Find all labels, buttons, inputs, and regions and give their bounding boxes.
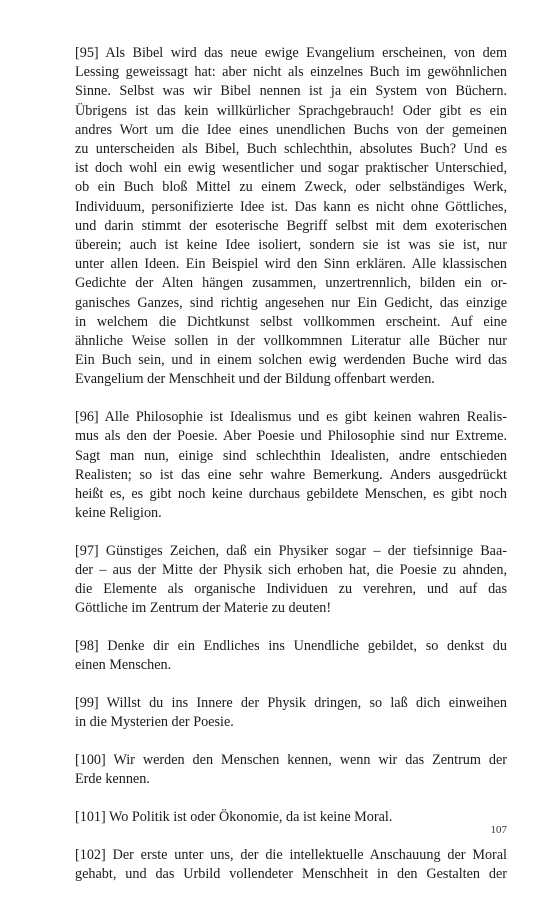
text-line: Ein Buch sein, und in einem solchen ewig werdenden Buche wird das <box>75 352 507 369</box>
text-line: mus als den der Poesie. Aber Poesie und Philosophie sind nur Extreme. <box>75 428 507 445</box>
text-line: der – aus der Mitte der Physik sich erhoben hat, die Poesie zu ahnden, <box>75 562 507 579</box>
paragraph <box>75 637 507 675</box>
text-line: [99] Willst du ins Innere der Physik dringen, so laß dich einweihen <box>75 695 507 712</box>
text-line: [95] Als Bibel wird das neue ewige Evangelium erscheinen, von dem <box>75 45 507 61</box>
text-line: ist doch wohl ein ewig wesentlicher und sogar praktischer Unterschied, <box>75 160 507 177</box>
text-line: andres Wort um die Idee eines unendlichen Buchs von der gemeinen <box>75 121 507 138</box>
text-line: überein; auch ist keine Idee isoliert, sondern sie ist was sie ist, nur <box>75 237 507 254</box>
text-line: unter allen Ideen. Ein Beispiel wird den Sinn erklären. Alle klassischen <box>75 256 507 273</box>
text-line: [100] Wir werden den Menschen kennen, wenn wir das Zentrum der <box>75 752 507 768</box>
text-line: Göttliche im Zentrum der Materie zu deuten! <box>75 600 332 617</box>
paragraph <box>75 751 507 789</box>
paragraph <box>75 846 507 884</box>
text-line: Sinne. Selbst was wir Bibel nennen ist ja ein System von Büchern. <box>75 83 507 100</box>
text-line: ähnliche Weise sollen in der vollkommnen Literatur alle Bücher nur <box>75 333 507 350</box>
paragraph <box>75 44 507 390</box>
text-line: [97] Günstiges Zeichen, daß ein Physiker sogar – der tiefsinnige Baa- <box>75 542 507 559</box>
text-line: keine Religion. <box>75 505 162 522</box>
text-line: Evangelium der Menschheit und der Bildung offenbart werden. <box>75 371 435 388</box>
text-line: Übrigens ist das kein willkürlicher Sprachgebrauch! Oder gibt es ein <box>75 102 507 119</box>
text-line: [102] Der erste unter uns, der die intellektuelle Anschauung der Moral <box>75 846 507 863</box>
text-line: und darin stimmt der esoterische Begriff selbst mit dem exoterischen <box>75 217 507 234</box>
paragraph <box>75 808 507 827</box>
body-text <box>75 44 507 903</box>
text-line: gehabt, und das Urbild vollendeter Menschheit in den Gestalten der <box>75 865 507 882</box>
paragraph <box>75 542 507 619</box>
text-line: Individuum, personifizierte Idee ist. Das kann es nicht ohne Göttliches, <box>75 198 507 215</box>
text-line: die Elemente als organische Individuen zu verehren, und auf das <box>75 581 507 598</box>
text-line: Erde kennen. <box>75 771 150 788</box>
text-line: in welchem die Dichtkunst selbst vollkommen erscheint. Auf eine <box>75 313 507 330</box>
text-line: ob ein Buch bloß Mittel zu einem Zweck, oder selbständiges Werk, <box>75 179 507 196</box>
text-line: in die Mysterien der Poesie. <box>75 714 234 731</box>
text-line: [98] Denke dir ein Endliches ins Unendliche gebildet, so denkst du <box>75 638 507 655</box>
paragraph <box>75 694 507 732</box>
paragraph <box>75 408 507 523</box>
page-number: 107 <box>490 824 507 836</box>
text-line: zu unterscheiden als Bibel, Buch schlechthin, absolutes Buch? Und es <box>75 141 507 158</box>
text-line: heißt es, es gibt noch keine durchaus gebildete Menschen, es gibt noch <box>75 485 507 502</box>
text-line: Sagt man nun, einige sind schlechthin Idealisten, andre entschieden <box>75 447 507 464</box>
text-line: [96] Alle Philosophie ist Idealismus und es gibt keinen wahren Realis- <box>75 409 507 426</box>
text-line: einen Menschen. <box>75 657 172 674</box>
text-line: ganisches Ganzes, sind richtig angesehen nur Ein Gedicht, das einzige <box>75 294 507 311</box>
text-line: [101] Wo Politik ist oder Ökonomie, da ist keine Moral. <box>75 808 393 825</box>
text-line: Gedichte der Alten hängen zusammen, unzertrennlich, bilden ein or- <box>75 275 507 292</box>
text-line: Lessing geweissagt hat: aber nicht als einzelnes Buch im gewöhnlichen <box>75 64 507 81</box>
text-line: Realisten; so ist das eine sehr wahre Bemerkung. Anders ausgedrückt <box>75 466 507 483</box>
